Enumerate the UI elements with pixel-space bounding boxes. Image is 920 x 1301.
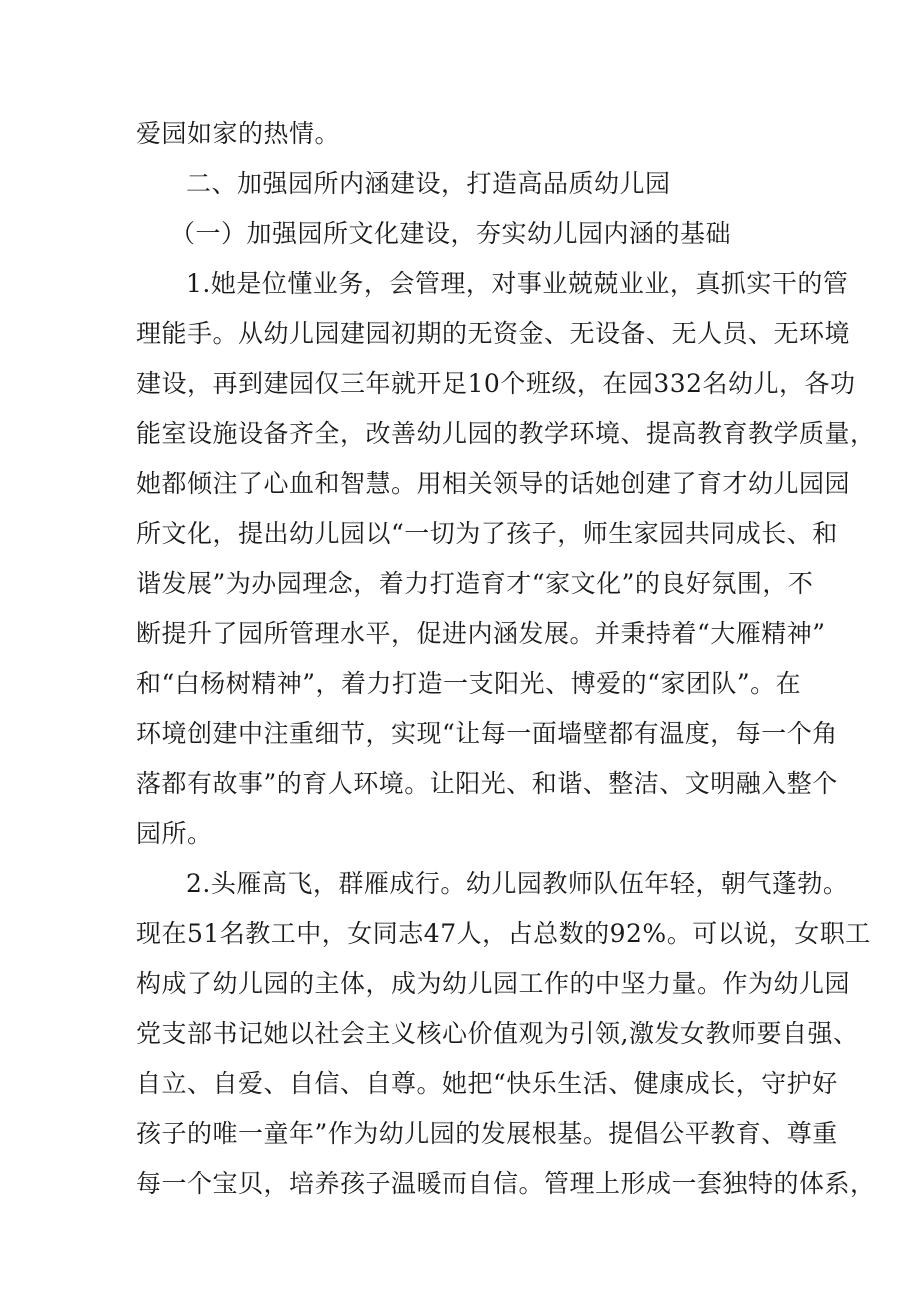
paragraph-line: 孩子的唯一童年”作为幼儿园的发展根基。提倡公平教育、尊重 [136,1119,838,1148]
paragraph-line: 现在51名教工中，女同志47人，占总数的92%。可以说，女职工 [136,919,871,948]
paragraph-line: 1.她是位懂业务，会管理，对事业兢兢业业，真抓实干的管 [186,269,849,298]
section-heading: 二、加强园所内涵建设，打造高品质幼儿园 [186,169,671,198]
paragraph-line: 建设，再到建园仅三年就开足10个班级，在园332名幼儿，各功 [136,369,856,398]
paragraph-line: 她都倾注了心血和智慧。用相关领导的话她创建了育才幼儿园园 [136,469,851,498]
paragraph-line: 构成了幼儿园的主体，成为幼儿园工作的中坚力量。作为幼儿园 [136,969,851,998]
paragraph-line: 自立、自爱、自信、自尊。她把“快乐生活、健康成长，守护好 [136,1069,838,1098]
paragraph-line: 园所。 [136,819,213,848]
paragraph-line: 和“白杨树精神”，着力打造一支阳光、博爱的“家团队”。在 [136,669,802,698]
paragraph-line: 爱园如家的热情。 [136,119,341,148]
paragraph-line: 2.头雁高飞，群雁成行。幼儿园教师队伍年轻，朝气蓬勃。 [186,869,849,898]
paragraph-line: 环境创建中注重细节，实现“让每一面墙壁都有温度，每一个角 [136,719,838,748]
paragraph-line: 谐发展”为办园理念，着力打造育才“家文化”的良好氛围，不 [136,569,814,598]
paragraph-line: 每一个宝贝，培养孩子温暖而自信。管理上形成一套独特的体系， [136,1169,876,1198]
paragraph-line: 能室设施设备齐全，改善幼儿园的教学环境、提高教育教学质量， [136,419,876,448]
paragraph-line: 所文化，提出幼儿园以“一切为了孩子，师生家园共同成长、和 [136,519,838,548]
paragraph-line: 理能手。从幼儿园建园初期的无资金、无设备、无人员、无环境 [136,319,851,348]
paragraph-line: 党支部书记她以社会主义核心价值观为引领,激发女教师要自强、 [136,1019,859,1048]
paragraph-line: 落都有故事”的育人环境。让阳光、和谐、整洁、文明融入整个 [136,769,838,798]
subsection-heading: （一）加强园所文化建设，夯实幼儿园内涵的基础 [170,219,732,248]
paragraph-line: 断提升了园所管理水平，促进内涵发展。并秉持着“大雁精神” [136,619,826,648]
